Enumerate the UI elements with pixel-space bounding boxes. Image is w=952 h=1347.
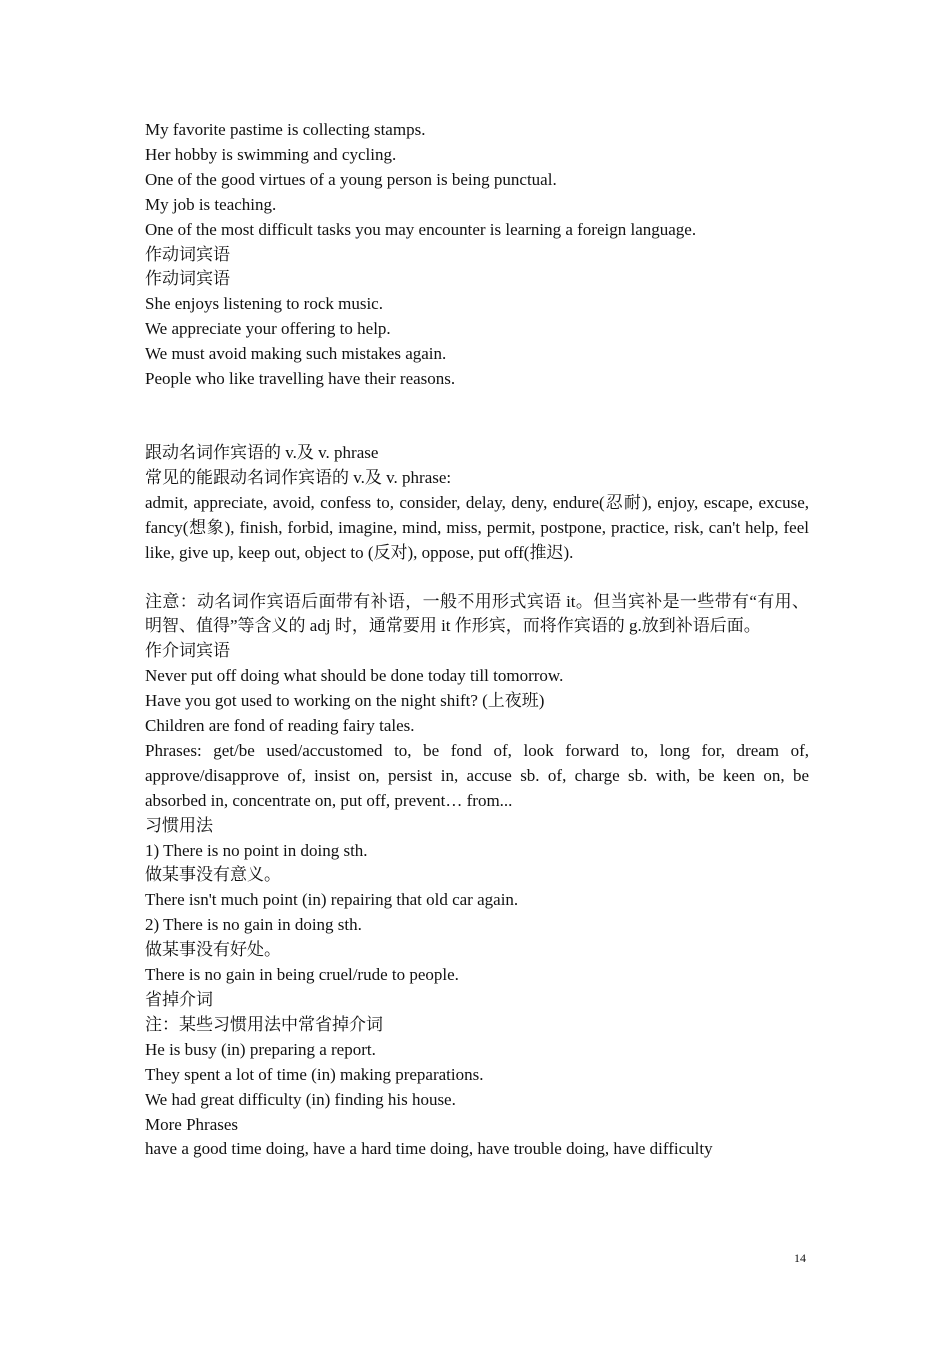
text-line: 2) There is no gain in doing sth. bbox=[145, 915, 362, 935]
phrases-paragraph: Phrases: get/be used/accustomed to, be fond of, look forward to, long for, dream of, approve/disapprove of, insist on, persist in, accuse sb. of, charge sb. with, be keen on, be absorbed in, concentrate on, put off, prevent… from... bbox=[145, 740, 809, 810]
section-heading: 作动词宾语 bbox=[145, 244, 230, 264]
text-line: We had great difficulty (in) finding his house. bbox=[145, 1089, 456, 1109]
text-line: He is busy (in) preparing a report. bbox=[145, 1039, 376, 1059]
text-line: Children are fond of reading fairy tales. bbox=[145, 716, 415, 736]
text-line: My favorite pastime is collecting stamps. bbox=[145, 120, 426, 139]
blank-space bbox=[145, 566, 809, 590]
text-line: 做某事没有意义。 bbox=[145, 865, 281, 885]
text-line: We must avoid making such mistakes again. bbox=[145, 344, 447, 364]
text-line: People who like travelling have their reasons. bbox=[145, 369, 456, 389]
section-heading: 作动词宾语 bbox=[145, 269, 230, 289]
text-line: One of the good virtues of a young person is being punctual. bbox=[145, 169, 557, 189]
text-line: 常见的能跟动名词作宾语的 v.及 v. phrase: bbox=[145, 467, 452, 487]
verb-list-paragraph: admit, appreciate, avoid, confess to, consider, delay, deny, endure(忍耐), enjoy, escape, excuse, fancy(想象), finish, forbid, imagine, mind, miss, permit, postpone, practice, risk, can't help, feel like, give up, keep out, object to (反对), oppose, put off(推迟). bbox=[145, 492, 809, 562]
section-gerund-examples bbox=[145, 118, 809, 392]
text-line: have a good time doing, have a hard time doing, have trouble doing, have difficulty bbox=[145, 1139, 713, 1159]
text-line: One of the most difficult tasks you may encounter is learning a foreign language. bbox=[145, 219, 697, 239]
text-line: They spent a lot of time (in) making preparations. bbox=[145, 1064, 484, 1084]
blank-space bbox=[145, 392, 809, 441]
section-idioms bbox=[145, 814, 809, 1163]
section-note bbox=[145, 590, 809, 640]
text-line: She enjoys listening to rock music. bbox=[145, 294, 383, 314]
text-line: 1) There is no point in doing sth. bbox=[145, 840, 368, 860]
section-heading: 跟动名词作宾语的 v.及 v. phrase bbox=[145, 442, 379, 462]
section-preposition-object bbox=[145, 639, 809, 813]
text-line: 注：某些习惯用法中常省掉介词 bbox=[145, 1014, 383, 1034]
text-line: There isn't much point (in) repairing that old car again. bbox=[145, 890, 519, 910]
page-number: 14 bbox=[794, 1251, 806, 1265]
text-line: Have you got used to working on the night shift? (上夜班) bbox=[145, 691, 545, 711]
text-line: My job is teaching. bbox=[145, 194, 277, 214]
text-line: 做某事没有好处。 bbox=[145, 940, 281, 960]
text-line: There is no gain in being cruel/rude to people. bbox=[145, 965, 459, 985]
document-body bbox=[145, 118, 809, 1162]
section-heading: 作介词宾语 bbox=[145, 641, 230, 661]
text-line: Never put off doing what should be done today till tomorrow. bbox=[145, 666, 564, 686]
section-heading: 习惯用法 bbox=[145, 815, 213, 835]
section-heading: More Phrases bbox=[145, 1114, 239, 1134]
section-heading: 省掉介词 bbox=[145, 990, 213, 1009]
note-paragraph: 注意：动名词作宾语后面带有补语，一般不用形式宾语 it。但当宾补是一些带有“有用、明智、值得”等含义的 adj 时，通常要用 it 作形宾，而将作宾语的 g.放到补语后面。 bbox=[145, 591, 809, 636]
section-verb-phrases bbox=[145, 441, 809, 566]
text-line: We appreciate your offering to help. bbox=[145, 319, 391, 339]
text-line: Her hobby is swimming and cycling. bbox=[145, 144, 397, 164]
